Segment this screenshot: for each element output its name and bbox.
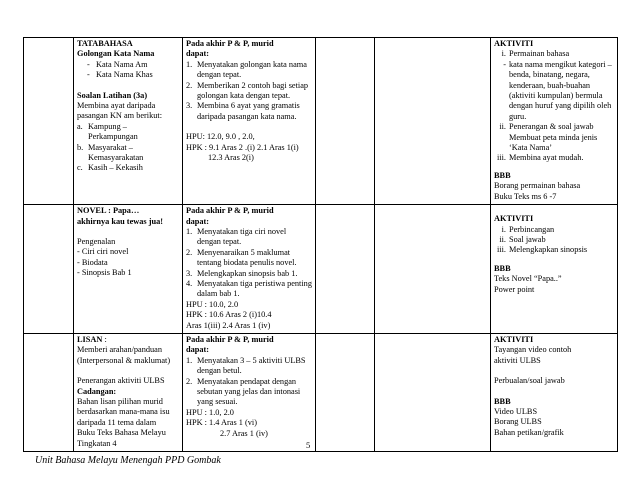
hpu-text: HPU : 10.0, 2.0 <box>186 299 239 309</box>
suggestion-title: Cadangan: <box>77 386 117 396</box>
materials-heading: BBB <box>494 170 511 180</box>
hpk-text: HPK : 10.6 Aras 2 (i)10.4 <box>186 310 272 320</box>
topic-cell <box>74 205 183 334</box>
materials-item: Bahan petikan/grafik <box>494 427 564 437</box>
exercise-instruction: Membina ayat daripada pasangan KN am berikut: <box>77 101 163 121</box>
activities-cell <box>491 333 618 451</box>
list-item: 3. Membina 6 ayat yang gramatis daripada pasangan kata nama. <box>186 101 300 121</box>
page-footer: Unit Bahasa Melayu Menengah PPD Gombak <box>35 455 221 466</box>
page-number: 5 <box>306 440 311 450</box>
list-item: berdasarkan mana-mana isu <box>77 407 170 417</box>
list-item: daripada 11 tema dalam <box>77 417 157 427</box>
list-item: Buku Teks Bahasa Melayu <box>77 428 166 438</box>
materials-item: Video ULBS <box>494 407 538 416</box>
list-item: 1. Menyatakan golongan kata nama dengan tepat. <box>186 59 307 80</box>
table-row <box>24 333 618 451</box>
empty-cell <box>316 205 375 334</box>
topic-cell <box>74 333 183 451</box>
list-item: - Sinopsis Bab 1 <box>77 268 132 278</box>
list-item: Memberi arahan/panduan <box>77 345 163 355</box>
topic-heading: TATABAHASA Golongan Kata Nama <box>77 39 155 59</box>
objectives-heading: Pada akhir P & P, murid dapat: <box>186 206 274 226</box>
hpk-text: Aras 1(iii) 2.4 Aras 1 (iv) <box>186 320 271 330</box>
list-item: c. Kasih – Kekasih <box>77 163 143 173</box>
list-item: - Biodata <box>77 257 108 267</box>
list-item: Tingkatan 4 <box>77 438 117 448</box>
list-item: aktiviti ULBS <box>494 355 541 365</box>
list-item: 3. Melengkapkan sinopsis bab 1. <box>186 268 298 278</box>
hpk-text: HPK : 9.1 Aras 2 .(i) 2.1 Aras 1(i) <box>186 142 299 152</box>
week-cell <box>24 333 74 451</box>
exercise-title: Soalan Latihan (3a) <box>77 90 148 100</box>
materials-heading: BBB <box>494 396 511 406</box>
empty-cell <box>375 333 491 451</box>
list-item: iii. Membina ayat mudah. <box>497 153 584 163</box>
empty-cell <box>375 205 491 334</box>
empty-cell <box>316 38 375 205</box>
topic-heading: NOVEL : Papa… akhirnya kau tewas jua! <box>77 206 163 226</box>
list-item: Penerangan aktiviti ULBS <box>77 376 165 386</box>
list-item: 4. Menyatakan tiga peristiwa penting dalam bab 1. <box>186 278 312 299</box>
objectives-heading: Pada akhir P & P, murid dapat: <box>186 39 274 59</box>
materials-item: Power point <box>494 284 535 294</box>
list-item: 1. Menyatakan 3 – 5 aktiviti ULBS dengan betul. <box>186 355 306 376</box>
list-item: ii. Penerangan & soal jawab Membuat peta minda jenis ‘Kata Nama’ <box>499 122 598 153</box>
list-item: - Kata Nama Am <box>87 59 148 69</box>
table-row <box>24 205 618 334</box>
week-cell <box>24 205 74 334</box>
materials-heading: BBB <box>494 263 511 273</box>
list-item: Tayangan video contoh <box>494 345 572 355</box>
empty-cell <box>375 38 491 205</box>
topic-heading: LISAN : <box>77 334 107 344</box>
list-item: ii. Soal jawab <box>499 234 546 244</box>
hpu-text: HPU : 1.0, 2.0 <box>186 407 234 417</box>
activities-heading: AKTIVITI <box>494 214 534 224</box>
objectives-heading: Pada akhir P & P, murid dapat: <box>186 334 274 355</box>
activities-cell <box>491 205 618 334</box>
list-item: 2. Menyatakan pendapat dengan sebutan yang jelas dan intonasi yang sesuai. <box>186 376 301 407</box>
list-item: b. Masyarakat – Kemasyarakatan <box>77 142 144 163</box>
materials-item: Borang permainan bahasa <box>494 181 581 191</box>
materials-item: Buku Teks ms 6 -7 <box>494 191 557 201</box>
activities-cell <box>491 38 618 205</box>
hpk-text: 12.3 Aras 2(i) <box>208 153 254 163</box>
lesson-plan-table <box>23 37 618 452</box>
list-item: 2. Menyenaraikan 5 maklumat tentang biodata penulis novel. <box>186 247 297 268</box>
objectives-cell <box>183 38 316 205</box>
table-row <box>24 38 618 205</box>
list-item: - Ciri ciri novel <box>77 247 129 257</box>
materials-item: Borang ULBS <box>494 417 542 427</box>
hpk-text: HPK : 1.4 Aras 1 (vi) <box>186 418 257 428</box>
materials-item: Teks Novel “Papa..” <box>494 274 562 284</box>
activities-heading: AKTIVITI <box>494 39 534 48</box>
topic-cell <box>74 38 183 205</box>
list-item: i. Perbincangan <box>501 224 555 234</box>
list-item: - kata nama mengikut kategori – benda, binatang, negara, kenderaan, buah-buahan (aktiviti kumpulan) bermula dengan huruf yang dipilih oleh guru. <box>503 59 612 121</box>
week-cell <box>24 38 74 205</box>
list-item: Pengenalan <box>77 236 116 246</box>
hpu-text: HPU: 12.0, 9.0 , 2.0, <box>186 132 255 142</box>
list-item: 1. Menyatakan tiga ciri novel dengan tepat. <box>186 226 287 247</box>
list-item: (Interpersonal & maklumat) <box>77 355 171 365</box>
list-item: i. Permainan bahasa <box>501 49 570 59</box>
list-item: - Kata Nama Khas <box>87 70 153 80</box>
activities-heading: AKTIVITI <box>494 334 534 344</box>
hpk-text: 2.7 Aras 1 (iv) <box>220 428 268 438</box>
objectives-cell <box>183 333 316 451</box>
list-item: iii. Melengkapkan sinopsis <box>497 245 588 255</box>
list-item: 2. Memberikan 2 contoh bagi setiap golongan kata dengan tepat. <box>186 80 309 101</box>
objectives-cell <box>183 205 316 334</box>
list-item: Perbualan/soal jawab <box>494 376 565 386</box>
list-item: a. Kampung – Perkampungan <box>77 121 138 142</box>
list-item: Bahan lisan pilihan murid <box>77 397 163 406</box>
empty-cell <box>316 333 375 451</box>
